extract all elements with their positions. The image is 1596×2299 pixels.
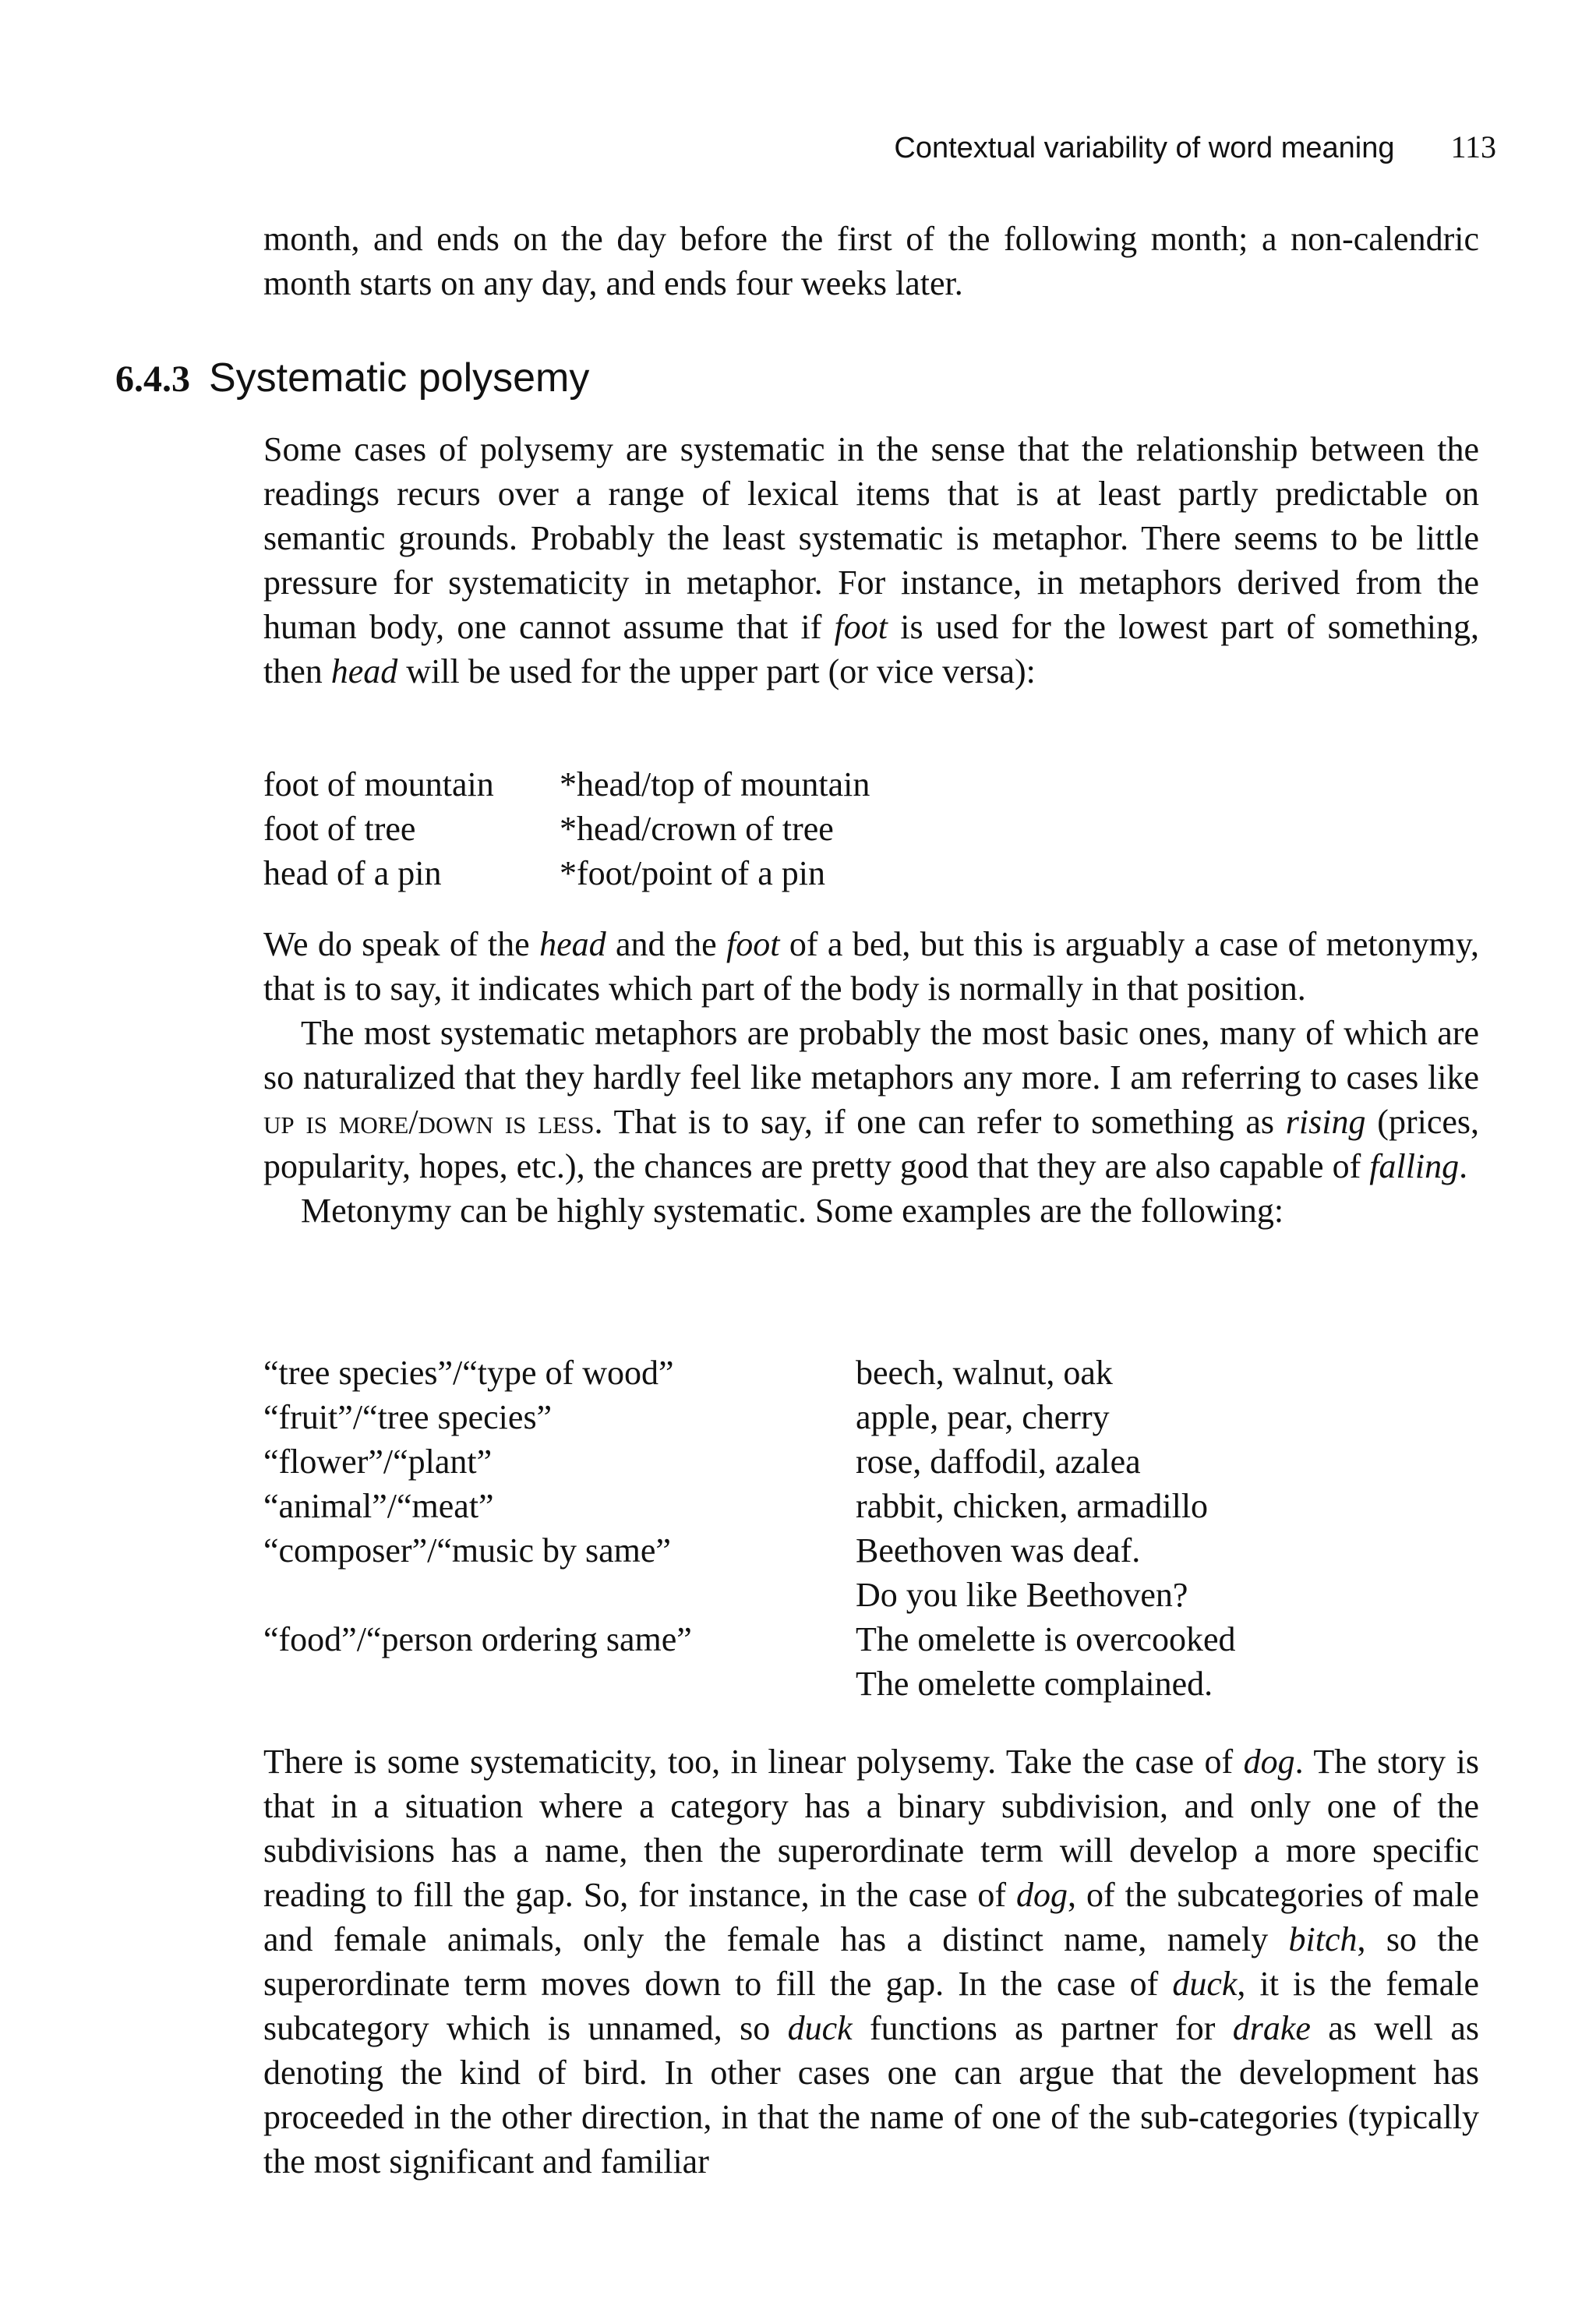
unattested-example: *head/crown of tree: [560, 810, 834, 848]
relation: “tree species”/“type of wood”: [263, 1354, 674, 1392]
section-number: 6.4.3: [115, 358, 190, 400]
table-row: [263, 1528, 1235, 1573]
term-head: head: [330, 652, 398, 690]
example: The omelette is overcooked: [856, 1620, 1236, 1658]
example: rabbit, chicken, armadillo: [856, 1487, 1209, 1525]
table-row: [263, 1395, 1235, 1439]
example: The omelette complained.: [856, 1665, 1213, 1703]
unattested-example: *foot/point of a pin: [560, 854, 825, 892]
metonymy-examples-table: [263, 1351, 1235, 1706]
paragraph-systematic: The most systematic metaphors are probably the most basic ones, many of which are so naturalized that they hardly feel like metaphors any more. I am referring to cases like up is more/down is less. That is to say, if one can refer to something as rising (prices, popularity, hopes, etc.), the chances are pretty good that they are also capable of falling.: [263, 1014, 1479, 1185]
relation: “flower”/“plant”: [263, 1443, 493, 1481]
paragraph-linear-polysemy: [263, 1739, 1479, 2184]
page-number: 113: [1450, 129, 1496, 164]
table-row: [263, 1662, 1235, 1706]
relation: “composer”/“music by same”: [263, 1531, 671, 1570]
section-heading: [115, 355, 589, 401]
paragraph-metonymy: Metonymy can be highly systematic. Some examples are the following:: [301, 1192, 1284, 1230]
section-title: Systematic polysemy: [209, 355, 590, 401]
attested-example: head of a pin: [263, 854, 442, 892]
relation: “fruit”/“tree species”: [263, 1398, 553, 1436]
table-row: [263, 1351, 1235, 1395]
example: apple, pear, cherry: [856, 1398, 1110, 1436]
unattested-example: *head/top of mountain: [560, 765, 870, 803]
paragraph-text: Some cases of polysemy are systematic in the sense that the relationship between the readings recurs over a range of lexical items that is at least partly predictable on semantic grounds. Probably the least systematic is metaphor. There seems to be little pressure for systematicity in metaphor. For instance, in metaphors derived from the human body, one cannot assume that if foot is used for the lowest part of something, then head will be used for the upper part (or vice versa):: [263, 430, 1480, 690]
relation: [263, 1573, 856, 1617]
table-row: [263, 807, 870, 851]
relation: “animal”/“meat”: [263, 1487, 494, 1525]
attested-example: foot of mountain: [263, 765, 494, 803]
paragraph-group-metaphor: [263, 922, 1479, 1233]
table-row: [263, 1439, 1235, 1484]
relation: “food”/“person ordering same”: [263, 1620, 692, 1658]
table-row: [263, 1573, 1235, 1617]
attested-example: foot of tree: [263, 810, 416, 848]
paragraph-continued: [263, 217, 1479, 305]
paragraph-intro: [263, 427, 1479, 694]
running-header: [894, 129, 1496, 165]
running-title: Contextual variability of word meaning: [894, 132, 1395, 164]
small-caps-metaphor: up is more/down is less: [263, 1103, 595, 1141]
relation: [263, 1662, 856, 1706]
paragraph-text: There is some systematicity, too, in linear polysemy. Take the case of dog. The story is that in a situation where a category has a binary subdivision, and only one of the subdivisions has a name, then the superordinate term will develop a more specific reading to fill the gap. So, for instance, in the case of dog, of the subcategories of male and female animals, only the female has a distinct name, namely bitch, so the superordinate term moves down to fill the gap. In the case of duck, it is the female subcategory which is unnamed, so duck functions as partner for drake as well as denoting the kind of bird. In other cases one can argue that the development has proceeded in the other direction, in that the name of one of the sub-categories (typically the most significant and familiar: [263, 1743, 1480, 2181]
example: Beethoven was deaf.: [856, 1531, 1141, 1570]
example: Do you like Beethoven?: [856, 1576, 1188, 1614]
paragraph-text: month, and ends on the day before the first of the following month; a non-calendric month starts on any day, and ends four weeks later.: [263, 220, 1479, 302]
example: rose, daffodil, azalea: [856, 1443, 1141, 1481]
table-row: [263, 1617, 1235, 1662]
paragraph-bed: We do speak of the head and the foot of a bed, but this is arguably a case of metonymy, that is to say, it indicates which part of the body is normally in that position.: [263, 925, 1479, 1008]
table-row: [263, 851, 870, 895]
term-foot: foot: [834, 608, 888, 646]
metaphor-examples-table: [263, 762, 870, 895]
table-row: [263, 762, 870, 807]
table-row: [263, 1484, 1235, 1528]
example: beech, walnut, oak: [856, 1354, 1113, 1392]
